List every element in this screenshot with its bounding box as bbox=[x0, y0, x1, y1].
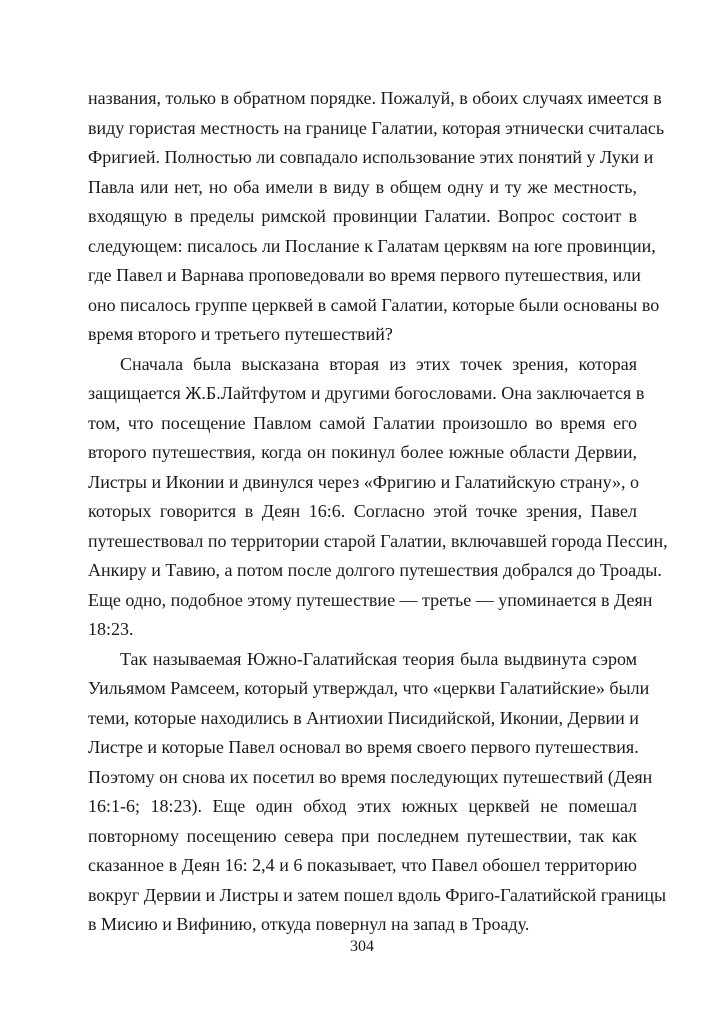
text-line: где Павел и Варнава проповедовали во время первого путешествия, или bbox=[88, 265, 641, 285]
text-line: сказанное в Деян 16: 2,4 и 6 показывает, что Павел обошел территорию bbox=[88, 855, 637, 875]
text-line: теми, которые находились в Антиохии Писидийской, Иконии, Дервии и bbox=[88, 707, 639, 728]
text-line: Еще одно, подобное этому путешествие — третье — упоминается в Деян bbox=[88, 589, 653, 610]
text-line: Листре и которые Павел основал во время своего первого путешествия. bbox=[88, 737, 639, 757]
paragraph bbox=[88, 350, 668, 645]
text-line: которых говорится в Деян 16:6. Согласно этой точке зрения, Павел bbox=[88, 501, 637, 521]
text-line: Анкиру и Тавию, а потом после долгого путешествия добрался до Троады. bbox=[88, 560, 662, 580]
text-line: 16:1-6; 18:23). Еще один обход этих южных церквей не помешал bbox=[88, 796, 637, 816]
text-line: следующем: писалось ли Послание к Галатам церквям на юге провинции, bbox=[88, 235, 656, 256]
page-number: 304 bbox=[350, 938, 374, 955]
paragraph bbox=[88, 84, 665, 350]
text-line: 18:23. bbox=[88, 619, 134, 639]
text-line: второго путешествия, когда он покинул более южные области Дервии, bbox=[88, 442, 637, 462]
text-line: виду гористая местность на границе Галатии, которая этнически считалась bbox=[88, 117, 665, 138]
text-line: вокруг Дервии и Листры и затем пошел вдоль Фриго-Галатийской границы bbox=[88, 884, 667, 905]
text-line: Так называемая Южно-Галатийская теория была выдвинута сэром bbox=[120, 648, 637, 669]
page-body bbox=[88, 84, 668, 940]
text-line: повторному посещению севера при последнем путешествии, так как bbox=[88, 825, 637, 846]
text-line: Листры и Иконии и двинулся через «Фригию и Галатийскую страну», о bbox=[88, 471, 640, 492]
text-line: в Мисию и Вифинию, откуда повернул на запад в Троаду. bbox=[88, 914, 530, 934]
text-line: том, что посещение Павлом самой Галатии произошло во время его bbox=[88, 412, 637, 433]
text-line: Сначала была высказана вторая из этих точек зрения, которая bbox=[120, 353, 637, 374]
text-line: Фригией. Полностью ли совпадало использование этих понятий у Луки и bbox=[88, 147, 654, 167]
paragraph bbox=[88, 645, 667, 940]
text-line: путешествовал по территории старой Галатии, включавшей города Пессин, bbox=[88, 530, 668, 551]
text-line: входящую в пределы римской провинции Галатии. Вопрос состоит в bbox=[88, 206, 637, 226]
text-line: оно писалось группе церквей в самой Галатии, которые были основаны во bbox=[88, 294, 660, 315]
text-line: Уильямом Рамсеем, который утверждал, что «церкви Галатийские» были bbox=[88, 678, 650, 698]
text-line: время второго и третьего путешествий? bbox=[88, 324, 393, 344]
text-line: защищается Ж.Б.Лайтфутом и другими богословами. Она заключается в bbox=[88, 383, 645, 403]
text-line: названия, только в обратном порядке. Пожалуй, в обоих случаях имеется в bbox=[88, 88, 662, 108]
text-line: Поэтому он снова их посетил во время последующих путешествий (Деян bbox=[88, 766, 653, 787]
text-line: Павла или нет, но оба имели в виду в общем одну и ту же местность, bbox=[88, 176, 637, 197]
